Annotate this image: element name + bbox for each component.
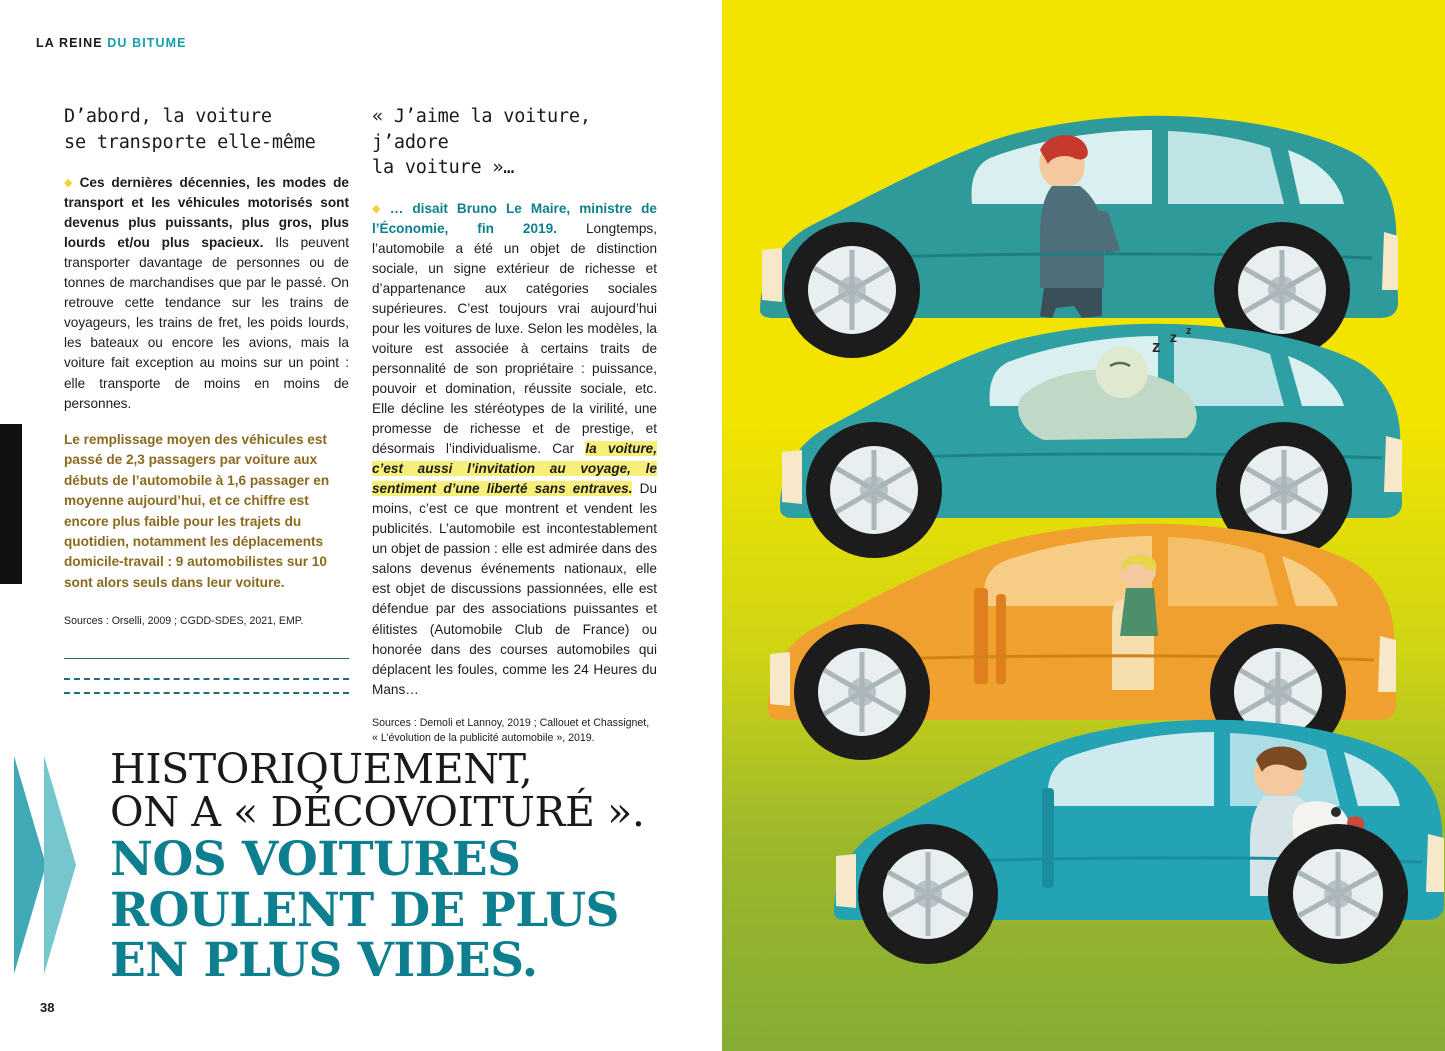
column-right-body-part-2: Du moins, c’est ce que montrent et vendent les publicités. L’automobile est incontestablement un objet de passion : elle est admirée dans des salons devenus événements nationaux, elle est objet de discussions passionnées, elle est défendue par des associations puissantes et élitistes (Automobile Club de France) ou honorée dans des courses automobiles qui déplacent les foules, comme les 24 Heures du Mans…	[372, 481, 657, 697]
column-right-body-part-1: Longtemps, l’automobile a été un objet de distinction sociale, un signe extérieur de richesse et d’appartenance aux catégories sociales supérieures. C’est toujours vrai aujourd’hui pour les voitures de luxe. Selon les modèles, la voiture est associée à certains traits de personnalité de son propriétaire : puissance, pouvoir et domination, réussite sociale, etc. Elle décline les stéréotypes de la virilité, une promesse de richesse et de prestige, et désormais l’individualisme. Car	[372, 220, 657, 457]
car-1-teal	[760, 116, 1398, 358]
svg-text:z: z	[1186, 325, 1192, 337]
divider-dashed-2	[64, 692, 349, 694]
column-right-lead-bold: … disait Bruno Le Maire, ministre de l’Économie, fin 2019.	[372, 200, 657, 236]
column-left-paragraph-1-rest: Ils peuvent transporter davantage de personnes ou de tonnes de marchandises que par le passé. On retrouve cette tendance sur les trains de voyageurs, les trains de fret, les poids lourds, les bateaux ou encore les avions, mais la voiture fait exception au moins sur un point : elle transporte de moins en moins de personnes.	[64, 235, 350, 411]
pull-quote-line-1: HISTORIQUEMENT,	[110, 745, 533, 793]
diamond-bullet-icon: ◆	[64, 177, 76, 190]
pull-quote-line-5: EN PLUS VIDES.	[110, 933, 538, 989]
car-1-wheel-front	[784, 222, 920, 358]
column-left-lead-bold: Ces dernières décennies, les modes de transport et les véhicules motorisés sont devenus plus puissants, plus gros, plus lourds et/ou plus spacieux.	[64, 175, 349, 251]
car-4-wheel-rear	[1268, 824, 1408, 964]
divider-solid	[64, 658, 349, 659]
pull-quote	[110, 745, 680, 989]
article-column-left	[64, 104, 349, 427]
double-chevron-icon	[14, 756, 78, 974]
column-left-paragraph-1	[64, 173, 349, 414]
car-3-wheel-front	[794, 624, 930, 760]
running-head-main: LA REINE	[36, 36, 103, 50]
sources-right: Sources : Demoli et Lannoy, 2019 ; Callouet et Chassignet, « L’évolution de la publicité automobile », 2019.	[372, 716, 650, 744]
column-left-title	[64, 104, 349, 155]
column-right-paragraph	[372, 199, 657, 700]
pull-quote-line-4: ROULENT DE PLUS	[110, 882, 619, 938]
car-3-orange	[768, 524, 1396, 760]
pull-quote-line-3: NOS VOITURES	[110, 831, 521, 887]
right-page-illustration	[722, 0, 1445, 1051]
stacked-cars-illustration	[722, 0, 1445, 1051]
car-4-wheel-front	[858, 824, 998, 964]
divider-dashed-1	[64, 678, 349, 680]
pull-quote-line-2: ON A « DÉCOVOITURÉ ».	[110, 788, 645, 837]
column-right-title-line2: la voiture »…	[372, 157, 515, 179]
column-left-title-line1: D’abord, la voiture	[64, 106, 272, 127]
column-right-title	[372, 104, 657, 181]
chevron-decoration	[14, 756, 78, 974]
column-right-title-line1: « J’aime la voiture, j’adore	[372, 106, 591, 153]
article-column-right	[372, 104, 657, 745]
column-left-title-line2: se transporte elle-même	[64, 131, 316, 153]
running-head	[36, 36, 187, 50]
column-right-highlighted-quote: la voiture, c’est aussi l’invitation au voyage, le sentiment d’une liberté sans entraves.	[372, 441, 657, 497]
key-figure-callout: Le remplissage moyen des véhicules est passé de 2,3 passagers par voiture aux débuts de l’automobile à 1,6 passager en moyenne aujourd’hui, et ce chiffre est encore plus faible pour les trajets du quotidien, notamment les déplacements domicile-travail : 9 automobilistes sur 10 sont alors seuls dans leur voiture.	[64, 432, 330, 590]
page-number: 38	[40, 1000, 55, 1015]
svg-text:z: z	[1170, 329, 1177, 345]
black-margin-tab	[0, 424, 22, 584]
running-head-accent: DU BITUME	[107, 36, 187, 50]
svg-text:z: z	[1152, 337, 1161, 356]
sources-left: Sources : Orselli, 2009 ; CGDD-SDES, 2021, EMP.	[64, 615, 304, 627]
car-4-blue-dog	[834, 720, 1444, 964]
diamond-bullet-icon: ◆	[372, 202, 386, 215]
left-page	[0, 0, 722, 1051]
car-2-wheel-front	[806, 422, 942, 558]
car-2-teal-sleeping	[780, 324, 1402, 558]
